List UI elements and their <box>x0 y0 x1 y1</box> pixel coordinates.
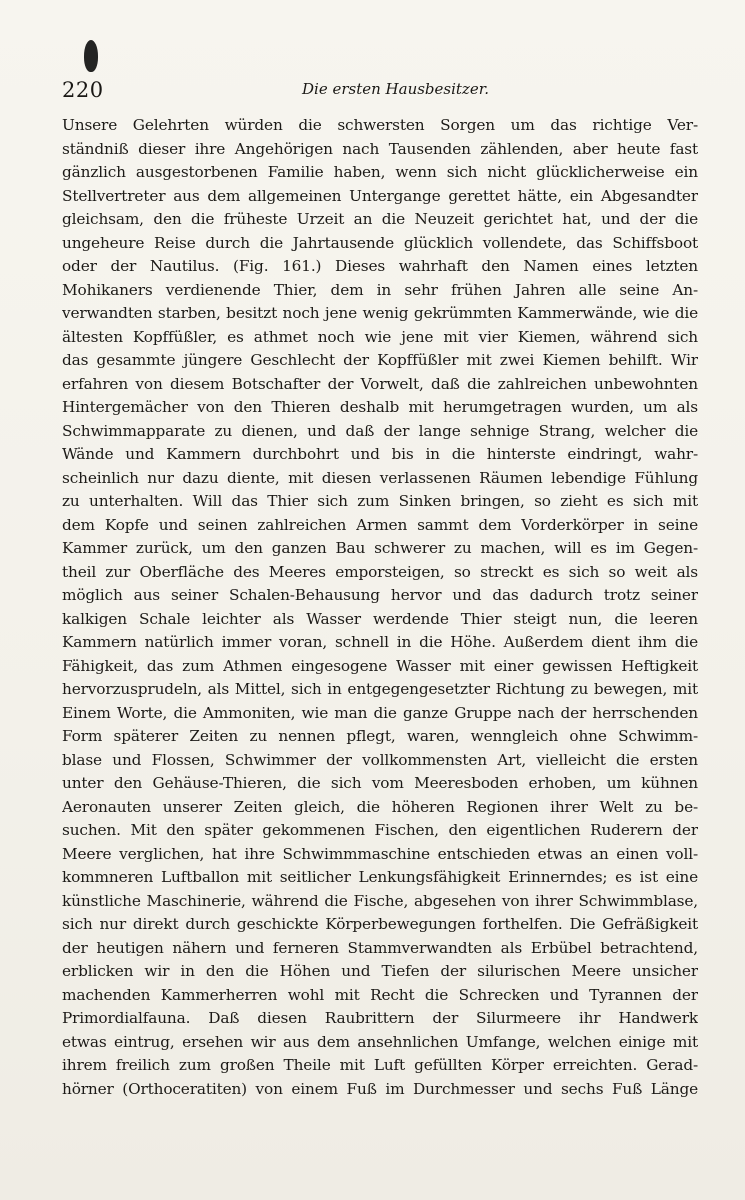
text-line: Kammern natürlich immer voran, schnell in die Höhe. Außerdem dient ihm die <box>62 633 698 651</box>
text-line: machenden Kammerherren wohl mit Recht die Schrecken und Tyrannen der <box>62 985 698 1004</box>
text-line: Schwimmapparate zu dienen, und daß der lange sehnige Strang, welcher die <box>62 421 698 440</box>
text-line: Aeronauten unserer Zeiten gleich, die höheren Regionen ihrer Welt zu be- <box>62 797 698 816</box>
text-line: möglich aus seiner Schalen-Behausung hervor und das dadurch trotz seiner <box>62 586 698 604</box>
text-line: kalkigen Schale leichter als Wasser werdende Thier steigt nun, die leeren <box>62 609 698 628</box>
text-line: erfahren von diesem Botschafter der Vorwelt, daß die zahlreichen unbewohnten <box>62 374 698 393</box>
text-line: oder der Nautilus. (Fig. 161.) Dieses wahrhaft den Namen eines letzten <box>62 257 698 275</box>
text-line: erblicken wir in den die Höhen und Tiefen der silurischen Meere unsicher <box>62 962 698 980</box>
text-line: ungeheure Reise durch die Jahrtausende glücklich vollendete, das Schiffsboot <box>62 233 698 252</box>
text-line: gänzlich ausgestorbenen Familie haben, wenn sich nicht glücklicherweise ein <box>62 163 698 181</box>
page-header <box>62 78 698 106</box>
page-number: 220 <box>62 78 104 102</box>
text-line: Form späterer Zeiten zu nennen pflegt, waren, wenngleich ohne Schwimm- <box>62 727 698 745</box>
text-line: Primordialfauna. Daß diesen Raubrittern der Silurmeere ihr Handwerk <box>62 1009 698 1027</box>
text-line: Mohikaners verdienende Thier, dem in sehr frühen Jahren alle seine An- <box>62 280 698 299</box>
text-line: gleichsam, den die früheste Urzeit an die Neuzeit gerichtet hat, und der die <box>62 210 698 228</box>
text-line: ständniß dieser ihre Angehörigen nach Tausenden zählenden, aber heute fast <box>62 139 698 158</box>
text-line: theil zur Oberfläche des Meeres emporsteigen, so streckt es sich so weit als <box>62 562 698 581</box>
text-line: ältesten Kopffüßler, es athmet noch wie jene mit vier Kiemen, während sich <box>62 327 698 346</box>
body-text <box>62 114 698 1101</box>
text-line: Stellvertreter aus dem allgemeinen Untergange gerettet hätte, ein Abgesandter <box>62 186 698 205</box>
text-line: sich nur direkt durch geschickte Körperbewegungen forthelfen. Die Gefräßigkeit <box>62 915 698 933</box>
text-line: verwandten starben, besitzt noch jene wenig gekrümmten Kammerwände, wie die <box>62 304 698 322</box>
text-line: Unsere Gelehrten würden die schwersten Sorgen um das richtige Ver- <box>62 116 698 134</box>
text-line: Einem Worte, die Ammoniten, wie man die ganze Gruppe nach der herrschenden <box>62 703 698 722</box>
text-line: scheinlich nur dazu diente, mit diesen verlassenen Räumen lebendige Fühlung <box>62 468 698 487</box>
text-line: suchen. Mit den später gekommenen Fischen, den eigentlichen Ruderern der <box>62 821 698 839</box>
text-line: Fähigkeit, das zum Athmen eingesogene Wasser mit einer gewissen Heftigkeit <box>62 656 698 675</box>
text-line: ihrem freilich zum großen Theile mit Luft gefüllten Körper erreichten. Gerad- <box>62 1056 698 1074</box>
text-line: Hintergemächer von den Thieren deshalb mit herumgetragen wurden, um als <box>62 398 698 416</box>
text-line: unter den Gehäuse-Thieren, die sich vom Meeresboden erhoben, um kühnen <box>62 774 698 792</box>
text-line: künstliche Maschinerie, während die Fische, abgesehen von ihrer Schwimmblase, <box>62 891 698 910</box>
running-title: Die ersten Hausbesitzer. <box>302 80 490 98</box>
text-line: blase und Flossen, Schwimmer der vollkommensten Art, vielleicht die ersten <box>62 750 698 769</box>
text-line: etwas eintrug, ersehen wir aus dem ansehnlichen Umfange, welchen einige mit <box>62 1032 698 1051</box>
text-line: hörner (Orthoceratiten) von einem Fuß im Durchmesser und sechs Fuß Länge <box>62 1079 698 1098</box>
text-line: kommneren Luftballon mit seitlicher Lenkungsfähigkeit Erinnerndes; es ist eine <box>62 868 698 886</box>
ink-blot-mark <box>84 40 98 72</box>
text-line: hervorzusprudeln, als Mittel, sich in entgegengesetzter Richtung zu bewegen, mit <box>62 680 698 698</box>
text-line: Kammer zurück, um den ganzen Bau schwerer zu machen, will es im Gegen- <box>62 539 698 557</box>
text-line: der heutigen nähern und ferneren Stammverwandten als Erbübel betrachtend, <box>62 938 698 957</box>
text-line: Wände und Kammern durchbohrt und bis in die hinterste eindringt, wahr- <box>62 445 698 463</box>
text-line: das gesammte jüngere Geschlecht der Kopffüßler mit zwei Kiemen behilft. Wir <box>62 351 698 369</box>
text-line: Meere verglichen, hat ihre Schwimmmaschine entschieden etwas an einen voll- <box>62 844 698 863</box>
text-line: dem Kopfe und seinen zahlreichen Armen sammt dem Vorderkörper in seine <box>62 515 698 534</box>
text-line: zu unterhalten. Will das Thier sich zum Sinken bringen, so zieht es sich mit <box>62 492 698 510</box>
